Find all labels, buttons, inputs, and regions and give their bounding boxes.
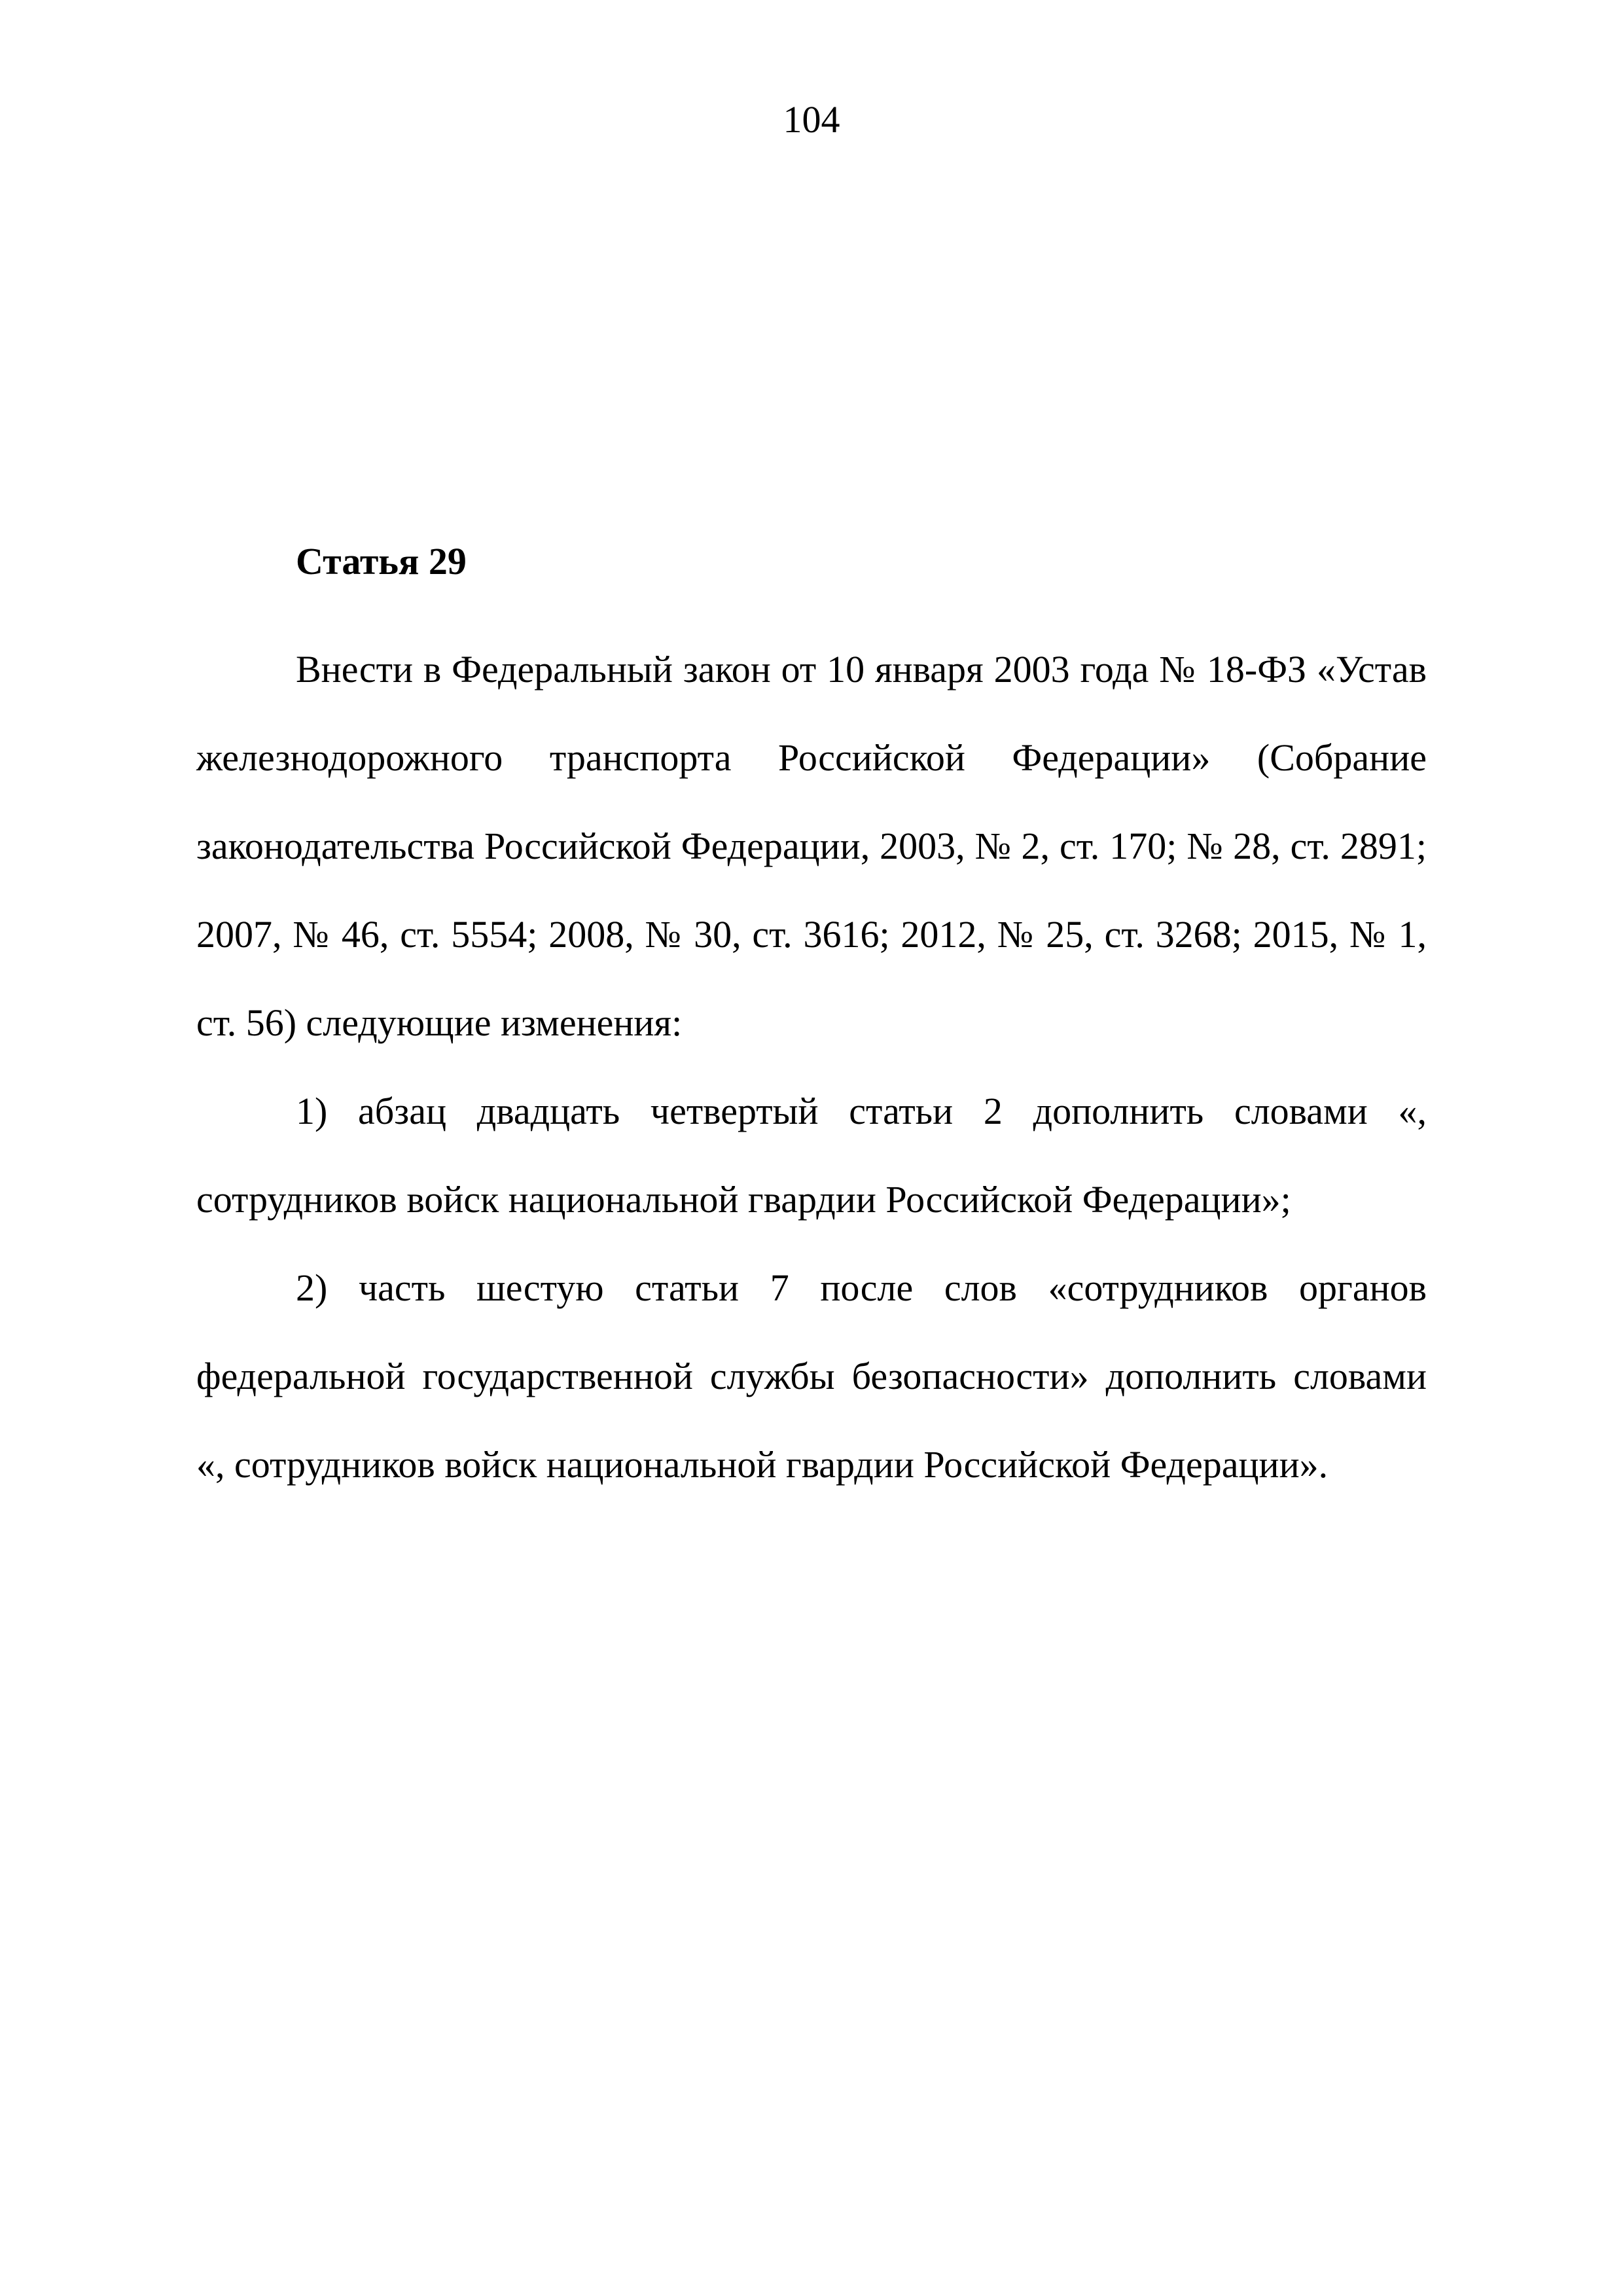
page-number: 104	[783, 98, 840, 141]
article-paragraph-item-2: 2) часть шестую статьи 7 после слов «сотрудников органов федеральной государственной службы безопасности» дополнить словами «, сотрудников войск национальной гвардии Российской Федерации».	[196, 1266, 1427, 1486]
article-paragraph-item-1: 1) абзац двадцать четвертый статьи 2 дополнить словами «, сотрудников войск национальной гвардии Российской Федерации»;	[196, 1090, 1427, 1221]
article-body	[196, 625, 1427, 1509]
article-title: Статья 29	[296, 540, 467, 583]
article-paragraph-intro: Внести в Федеральный закон от 10 января 2003 года № 18-ФЗ «Устав железнодорожного транспорта Российской Федерации» (Собрание законодательства Российской Федерации, 2003, № 2, ст. 170; № 28, ст. 2891; 2007, № 46, ст. 5554; 2008, № 30, ст. 3616; 2012, № 25, ст. 3268; 2015, № 1, ст. 56) следующие изменения:	[196, 648, 1427, 1044]
